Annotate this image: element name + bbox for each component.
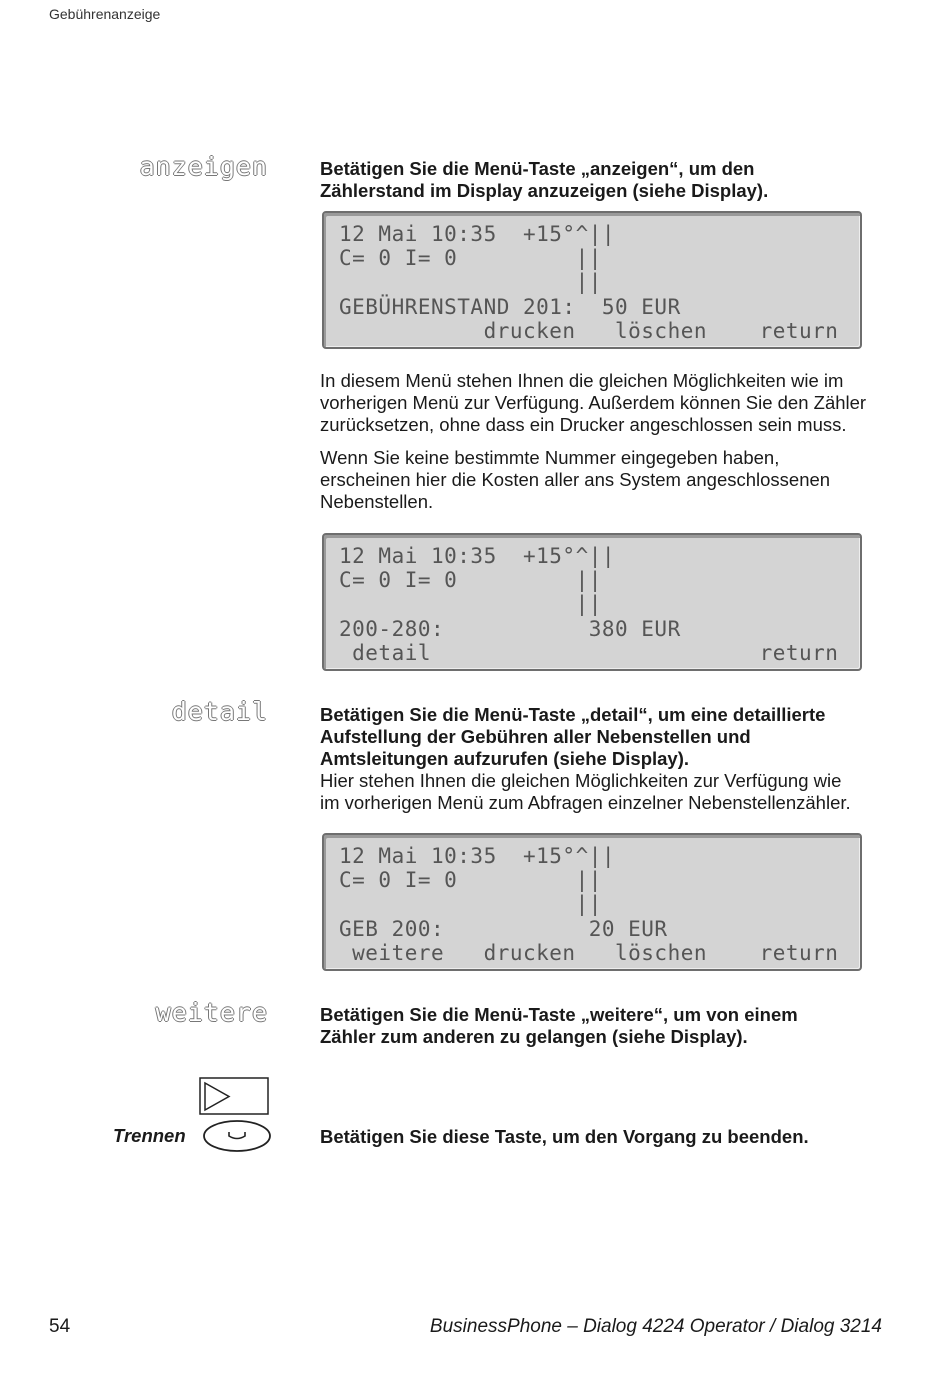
display-line: 12 Mai 10:35 +15°^||: [339, 222, 616, 246]
display-line: 12 Mai 10:35 +15°^||: [339, 544, 616, 568]
body-text: [320, 370, 880, 524]
phone-display-3: [322, 833, 862, 971]
softkey-detail: detail: [171, 697, 268, 726]
instruction-line: Zähler zum anderen zu gelangen (siehe Display).: [320, 1026, 748, 1047]
page-number: 54: [49, 1316, 71, 1337]
instruction-line: Betätigen Sie die Menü-Taste „detail“, um eine detaillierte: [320, 704, 826, 725]
paragraph: In diesem Menü stehen Ihnen die gleichen Möglichkeiten wie im vorherigen Menü zur Verfügung. Außerdem können Sie den Zähler zurücksetzen, ohne dass ein Drucker angeschlossen sein muss.: [320, 370, 867, 435]
trennen-label: Trennen: [113, 1125, 186, 1146]
instruction-trennen: Betätigen Sie diese Taste, um den Vorgang zu beenden.: [320, 1126, 809, 1147]
softkey-weitere: weitere: [155, 998, 268, 1027]
phone-display-1: [322, 211, 862, 349]
instruction-anzeigen: [320, 158, 768, 202]
instruction-detail: [320, 704, 825, 770]
display-softkey-row: weitere drucken löschen return: [339, 941, 839, 965]
display-line: C= 0 I= 0 ||: [339, 246, 602, 270]
softkey-anzeigen: anzeigen: [139, 152, 268, 181]
text-line: im vorherigen Menü zum Abfragen einzelner Nebenstellenzähler.: [320, 792, 851, 813]
display-softkey-row: drucken löschen return: [339, 319, 839, 343]
display-line: ||: [339, 892, 602, 916]
phone-display-2: [322, 533, 862, 671]
instruction-line: Betätigen Sie die Menü-Taste „anzeigen“, um den: [320, 158, 755, 179]
page-header: Gebührenanzeige: [49, 6, 161, 22]
display-line: GEB 200: 20 EUR: [339, 917, 668, 941]
display-line: ||: [339, 592, 602, 616]
instruction-line: Amtsleitungen aufzurufen (siehe Display).: [320, 748, 690, 769]
display-line: C= 0 I= 0 ||: [339, 868, 602, 892]
instruction-weitere: [320, 1004, 798, 1048]
display-line: ||: [339, 270, 602, 294]
text-line: Hier stehen Ihnen die gleichen Möglichkeiten zur Verfügung wie: [320, 770, 842, 791]
footer-title: BusinessPhone – Dialog 4224 Operator / Dialog 3214: [429, 1316, 882, 1337]
display-line: 12 Mai 10:35 +15°^||: [339, 844, 616, 868]
display-softkey-row: detail return: [339, 641, 839, 665]
display-line: GEBÜHRENSTAND 201: 50 EUR: [339, 295, 681, 319]
paragraph: Wenn Sie keine bestimmte Nummer eingegeben haben, erscheinen hier die Kosten aller ans System angeschlossenen Nebenstellen.: [320, 447, 831, 512]
instruction-line: Aufstellung der Gebühren aller Nebenstellen und: [320, 726, 751, 747]
instruction-line: Betätigen Sie die Menü-Taste „weitere“, um von einem: [320, 1004, 798, 1025]
play-arrow-icon: [198, 1077, 272, 1117]
detail-text: [320, 770, 880, 814]
display-line: C= 0 I= 0 ||: [339, 568, 602, 592]
instruction-line: Zählerstand im Display anzuzeigen (siehe Display).: [320, 180, 769, 201]
disconnect-key-icon: [202, 1119, 274, 1155]
display-line: 200-280: 380 EUR: [339, 617, 681, 641]
